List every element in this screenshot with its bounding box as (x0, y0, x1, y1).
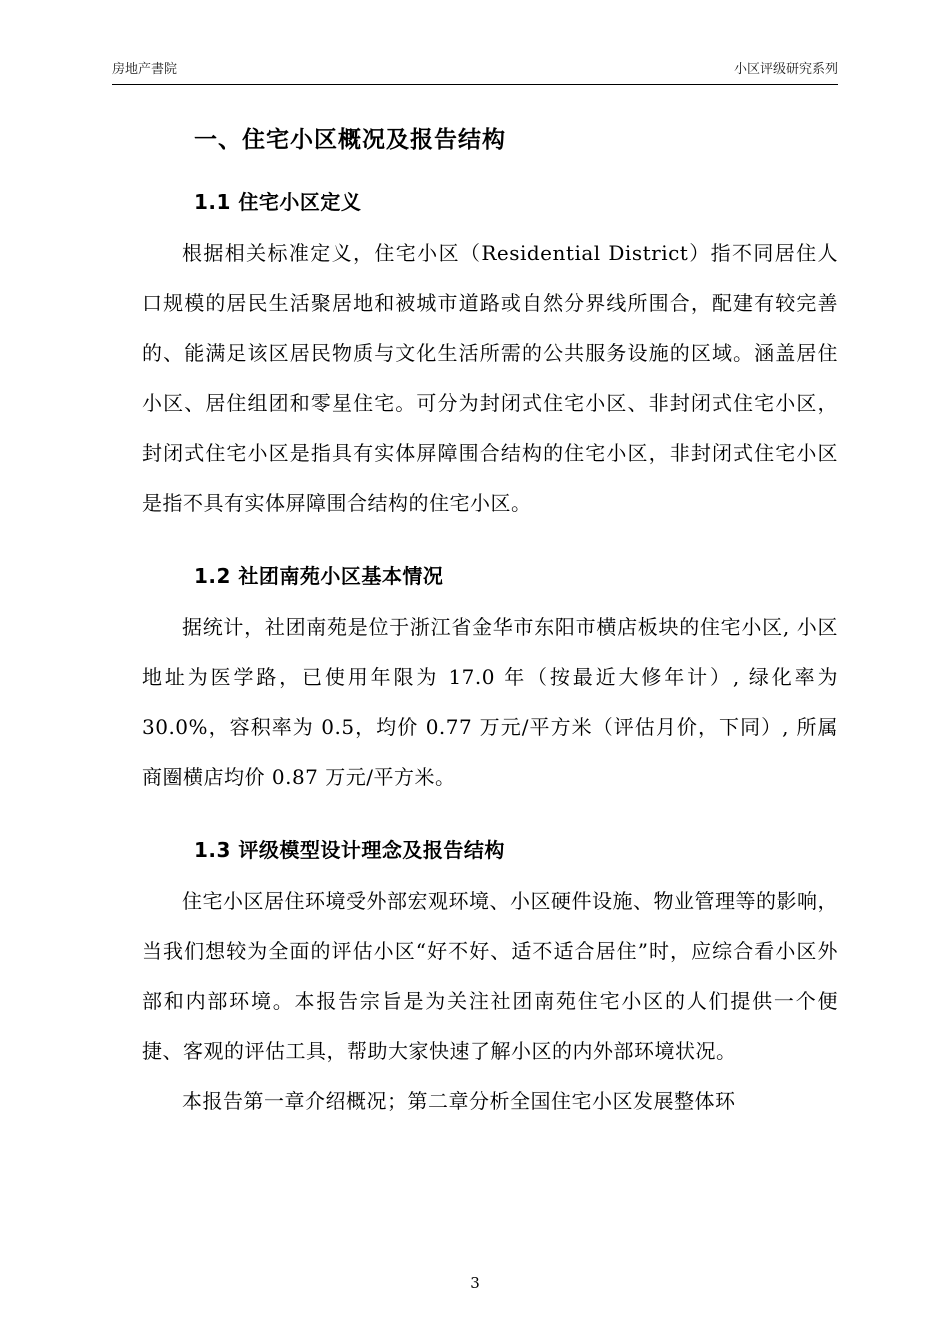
paragraph-1-3-a: 住宅小区居住环境受外部宏观环境、小区硬件设施、物业管理等的影响，当我们想较为全面的评估小区“好不好、适不适合居住”时，应综合看小区外部和内部环境。本报告宗旨是为关注社团南苑住宅小区的人们提供一个便捷、客观的评估工具，帮助大家快速了解小区的内外部环境状况。 (142, 889, 838, 1063)
page-number: 3 (470, 1274, 480, 1292)
page-footer (0, 1274, 950, 1292)
paragraph-1-3-b: 本报告第一章介绍概况；第二章分析全国住宅小区发展整体环 (182, 1089, 736, 1113)
section-heading-1-3: 1.3 评级模型设计理念及报告结构 (194, 838, 505, 862)
section-heading-1-1: 1.1 住宅小区定义 (194, 190, 362, 214)
paragraph-1-2: 据统计，社团南苑是位于浙江省金华市东阳市横店板块的住宅小区, 小区地址为医学路，已使用年限为 17.0 年（按最近大修年计）, 绿化率为 30.0%，容积率为 0.5，均价 0.77 万元/平方米（评估月价，下同）, 所属商圈横店均价 0.87 万元/平方米。 (142, 615, 838, 789)
paragraph-1-1: 根据相关标准定义，住宅小区（Residential District）指不同居住人口规模的居民生活聚居地和被城市道路或自然分界线所围合，配建有较完善的、能满足该区居民物质与文化生活所需的公共服务设施的区域。涵盖居住小区、居住组团和零星住宅。可分为封闭式住宅小区、非封闭式住宅小区，封闭式住宅小区是指具有实体屏障围合结构的住宅小区，非封闭式住宅小区是指不具有实体屏障围合结构的住宅小区。 (142, 241, 838, 515)
header-right-text: 小区评级研究系列 (733, 62, 838, 77)
header-left-text: 房地产書院 (112, 62, 178, 77)
page-header (112, 58, 838, 85)
section-heading-1-2: 1.2 社团南苑小区基本情况 (194, 564, 444, 588)
document-title: 一、住宅小区概况及报告结构 (194, 127, 506, 153)
